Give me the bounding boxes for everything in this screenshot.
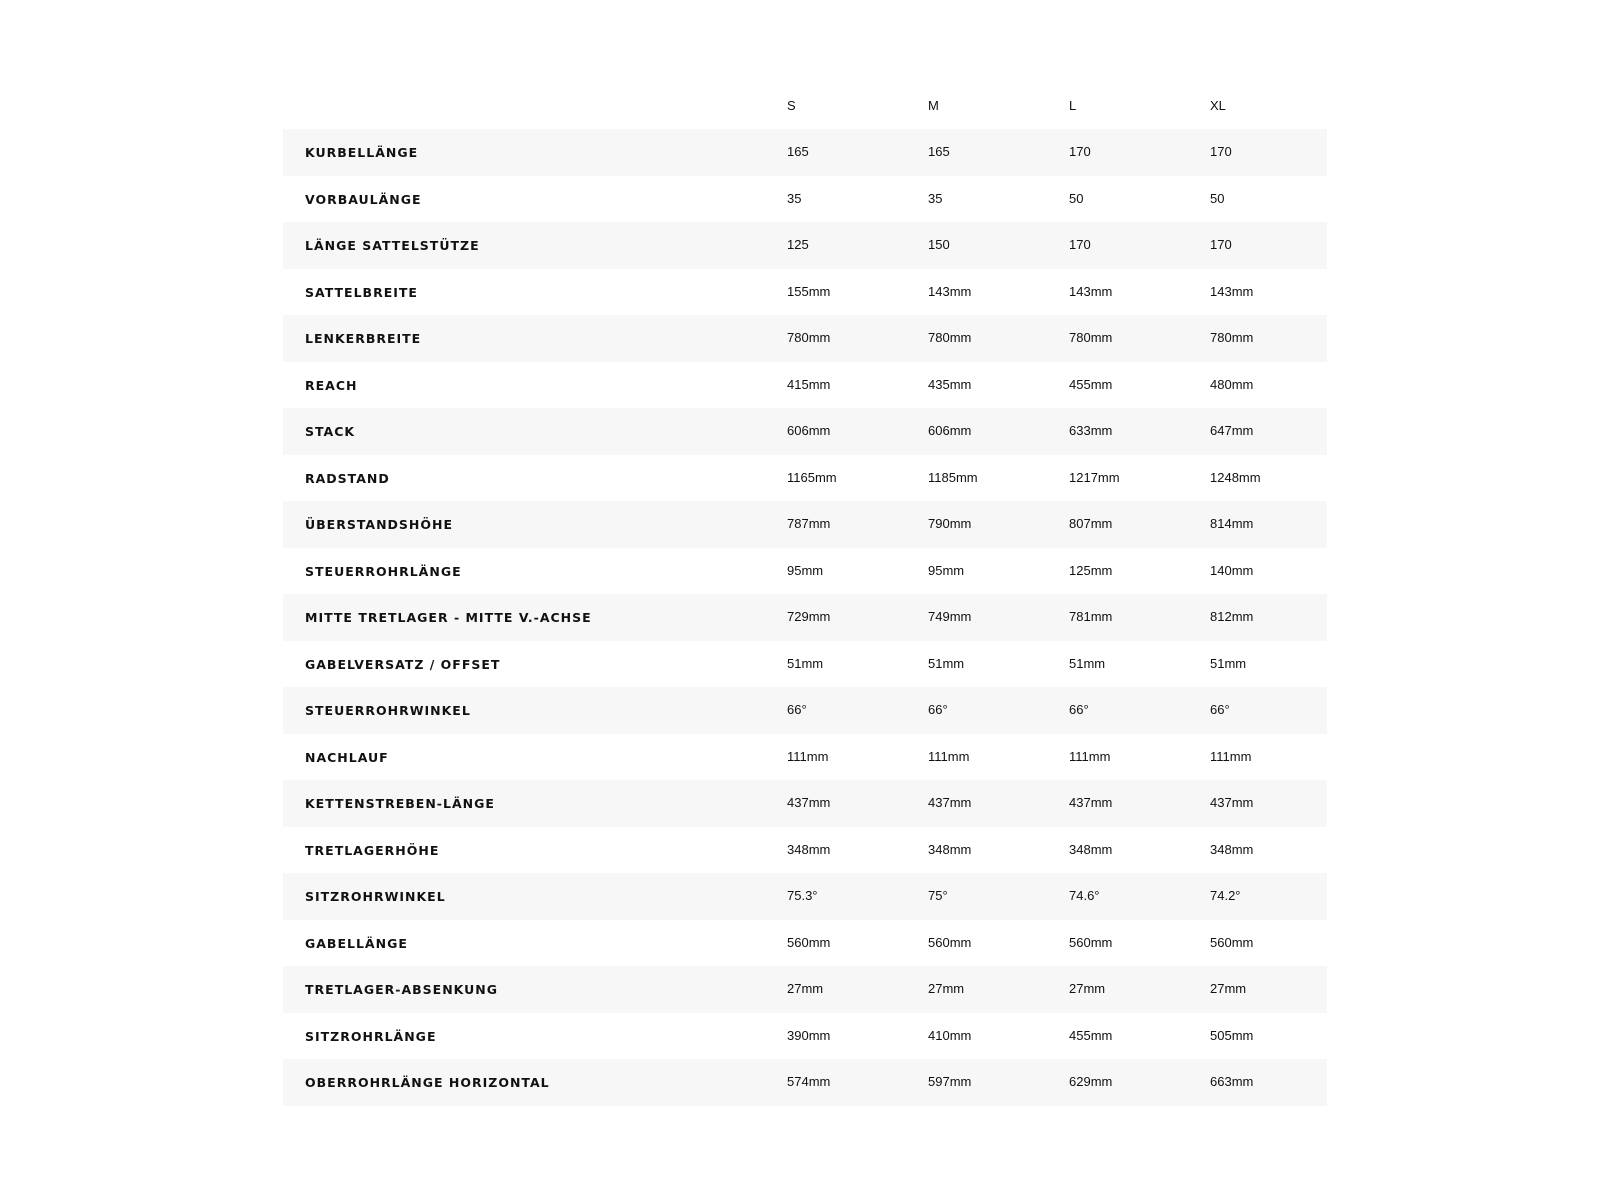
value-cell: 111mm [1069,748,1111,764]
row-label: KURBELLÄNGE [305,145,419,160]
value-cell: 125mm [1069,562,1113,578]
value-cell: 66° [1210,702,1230,717]
value-cell: 574mm [787,1074,831,1089]
row-label: SITZROHRWINKEL [305,889,446,904]
value-cell: 51mm [787,655,824,671]
row-label: TRETLAGER-ABSENKUNG [305,982,499,997]
value-cell: 27mm [787,981,824,996]
value-cell: 348mm [1210,841,1254,857]
value-cell: 647mm [1210,423,1254,438]
value-cell: 1185mm [928,469,978,485]
value-cell: 480mm [1210,376,1254,392]
value-cell: 111mm [928,748,970,764]
size-header-l: L [1069,98,1077,113]
value-cell: 348mm [787,841,831,857]
value-cell: 437mm [928,795,972,810]
value-cell: 437mm [1210,795,1254,810]
value-cell: 781mm [1069,609,1113,624]
value-cell: 111mm [1210,748,1252,764]
value-cell: 410mm [928,1027,972,1043]
table-row [283,362,1327,409]
value-cell: 35 [787,190,802,206]
value-cell: 814mm [1210,516,1254,531]
value-cell: 27mm [1069,981,1106,996]
value-cell: 505mm [1210,1027,1254,1043]
value-cell: 807mm [1069,516,1113,531]
table-row [283,269,1327,316]
value-cell: 455mm [1069,1027,1113,1043]
value-cell: 597mm [928,1074,972,1089]
value-cell: 1217mm [1069,469,1120,485]
table-row [283,920,1327,967]
value-cell: 66° [1069,702,1089,717]
row-label: STEUERROHRLÄNGE [305,563,462,579]
table-row [283,455,1327,502]
value-cell: 780mm [1069,330,1113,345]
table-row [283,641,1327,688]
value-cell: 629mm [1069,1074,1113,1089]
value-cell: 75° [928,888,948,903]
value-cell: 663mm [1210,1074,1254,1089]
value-cell: 435mm [928,376,972,392]
value-cell: 1165mm [787,469,837,485]
table-row [283,548,1327,595]
value-cell: 437mm [1069,795,1113,810]
value-cell: 749mm [928,609,972,624]
value-cell: 27mm [1210,981,1247,996]
value-cell: 415mm [787,376,831,392]
row-label: LÄNGE SATTELSTÜTZE [305,238,480,253]
value-cell: 560mm [1210,934,1254,950]
table-row [283,873,1327,920]
table-row [283,222,1327,269]
value-cell: 143mm [1210,283,1254,299]
table-row [283,687,1327,734]
row-label: STACK [305,424,356,439]
value-cell: 51mm [1210,655,1247,671]
table-row [283,408,1327,455]
value-cell: 143mm [928,283,972,299]
value-cell: 95mm [928,562,965,578]
table-body [283,129,1327,1106]
row-label: SITZROHRLÄNGE [305,1028,437,1044]
row-label: ÜBERSTANDSHÖHE [305,517,454,532]
table-row [283,780,1327,827]
value-cell: 790mm [928,516,972,531]
table-row [283,1013,1327,1060]
table-row [283,594,1327,641]
value-cell: 170 [1210,144,1232,159]
row-label: GABELLÄNGE [305,935,408,951]
row-label: REACH [305,377,358,393]
value-cell: 780mm [1210,330,1254,345]
table-row [283,501,1327,548]
row-label: MITTE TRETLAGER - MITTE V.-ACHSE [305,610,592,625]
geometry-table [283,83,1327,1106]
row-label: OBERROHRLÄNGE HORIZONTAL [305,1075,550,1090]
row-label: STEUERROHRWINKEL [305,703,471,718]
value-cell: 165 [928,144,950,159]
value-cell: 437mm [787,795,831,810]
value-cell: 66° [787,702,807,717]
row-label: NACHLAUF [305,749,389,765]
value-cell: 95mm [787,562,824,578]
value-cell: 27mm [928,981,965,996]
value-cell: 455mm [1069,376,1113,392]
table-row [283,315,1327,362]
value-cell: 50 [1210,190,1225,206]
value-cell: 35 [928,190,943,206]
row-label: GABELVERSATZ / OFFSET [305,656,501,672]
value-cell: 633mm [1069,423,1113,438]
value-cell: 170 [1210,237,1232,252]
value-cell: 111mm [787,748,829,764]
value-cell: 74.6° [1069,888,1100,903]
table-row [283,734,1327,781]
value-cell: 390mm [787,1027,831,1043]
value-cell: 143mm [1069,283,1113,299]
value-cell: 606mm [928,423,972,438]
value-cell: 75.3° [787,888,818,903]
value-cell: 560mm [928,934,972,950]
value-cell: 51mm [1069,655,1106,671]
row-label: SATTELBREITE [305,284,418,300]
value-cell: 787mm [787,516,831,531]
row-label: RADSTAND [305,470,390,486]
value-cell: 560mm [1069,934,1113,950]
value-cell: 155mm [787,283,831,299]
size-header-m: M [928,98,939,113]
value-cell: 348mm [1069,841,1113,857]
value-cell: 170 [1069,144,1091,159]
row-label: VORBAULÄNGE [305,191,422,207]
size-header-xl: XL [1210,98,1226,113]
value-cell: 729mm [787,609,831,624]
table-row [283,1059,1327,1106]
value-cell: 50 [1069,190,1084,206]
value-cell: 560mm [787,934,831,950]
row-label: TRETLAGERHÖHE [305,842,440,858]
value-cell: 51mm [928,655,965,671]
size-header-row [283,83,1327,129]
value-cell: 348mm [928,841,972,857]
value-cell: 606mm [787,423,831,438]
value-cell: 165 [787,144,809,159]
value-cell: 812mm [1210,609,1254,624]
value-cell: 780mm [787,330,831,345]
table-row [283,966,1327,1013]
value-cell: 140mm [1210,562,1254,578]
value-cell: 74.2° [1210,888,1241,903]
table-row [283,129,1327,176]
row-label: KETTENSTREBEN-LÄNGE [305,796,495,811]
row-label: LENKERBREITE [305,331,422,346]
value-cell: 125 [787,237,809,252]
value-cell: 150 [928,237,950,252]
value-cell: 66° [928,702,948,717]
value-cell: 780mm [928,330,972,345]
value-cell: 170 [1069,237,1091,252]
table-row [283,176,1327,223]
value-cell: 1248mm [1210,469,1261,485]
table-row [283,827,1327,874]
size-header-s: S [787,98,796,113]
